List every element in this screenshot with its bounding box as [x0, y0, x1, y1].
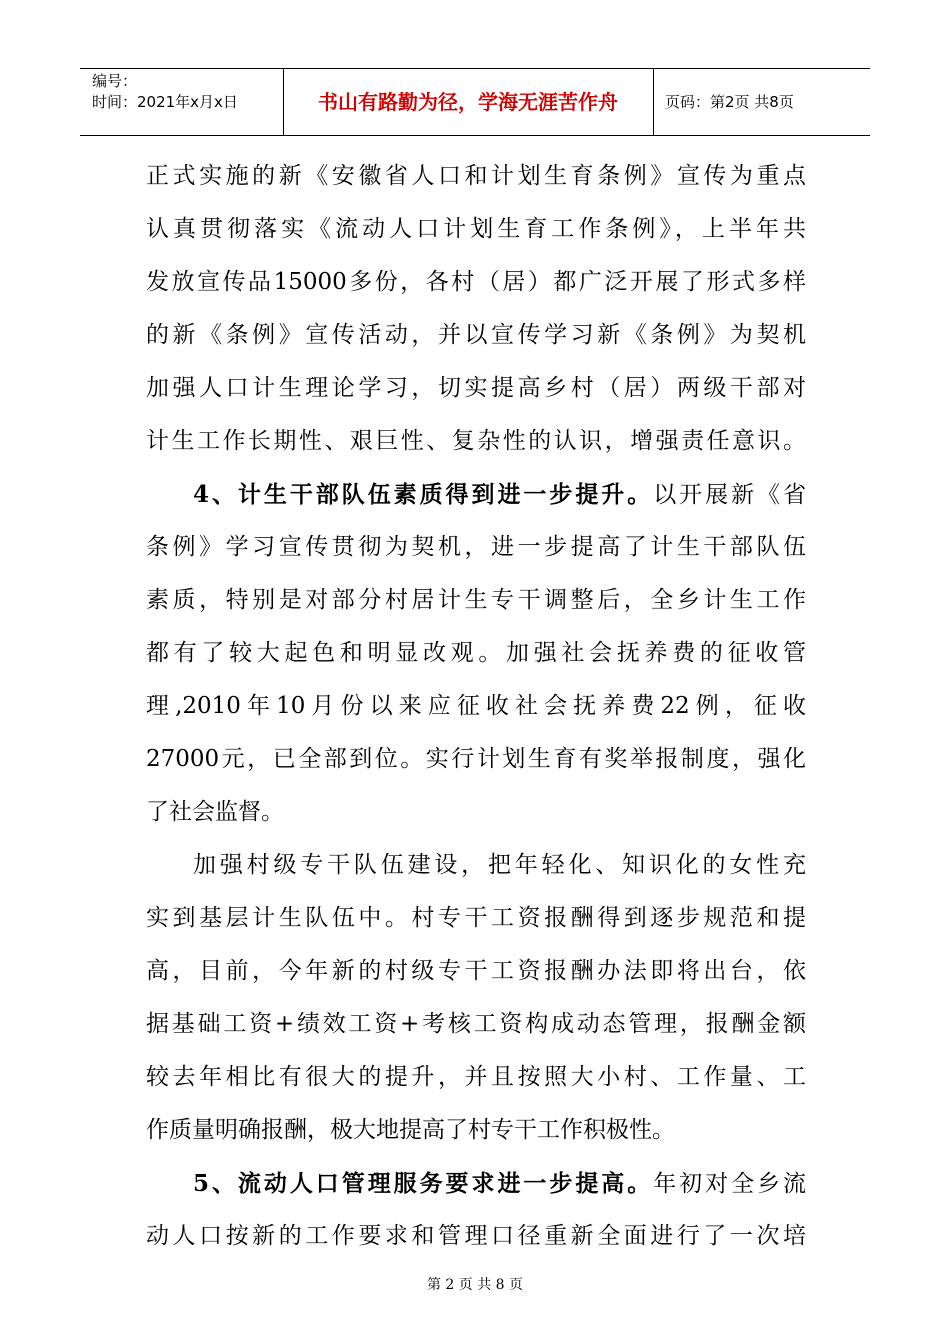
- body-line: 条例》学习宣传贯彻为契机，进一步提高了计生干部队伍: [146, 534, 806, 560]
- page-footer: 第 2 页 共 8 页: [426, 1277, 524, 1293]
- body-line: 加强人口计生理论学习，切实提高乡村（居）两级干部对: [146, 375, 806, 401]
- body-line: 正式实施的新《安徽省人口和计划生育条例》宣传为重点: [146, 163, 806, 189]
- page-header: [80, 68, 870, 136]
- section-heading: 5、流动人口管理服务要求进一步提高。: [193, 1170, 654, 1197]
- body-line: 认真贯彻落实《流动人口计划生育工作条例》，上半年共: [146, 216, 806, 242]
- body-line: 较去年相比有很大的提升，并且按照大小村、工作量、工: [146, 1064, 806, 1090]
- body-text: 年初对全乡流: [653, 1171, 806, 1197]
- header-meta: [92, 71, 238, 113]
- header-slogan: 书山有路勤为径，学海无涯苦作舟: [318, 89, 618, 114]
- body-line: 动人口按新的工作要求和管理口径重新全面进行了一次培: [146, 1223, 806, 1249]
- body-line: 的新《条例》宣传活动，并以宣传学习新《条例》为契机: [146, 322, 806, 348]
- body-line: 27000元，已全部到位。实行计划生育有奖举报制度，强化: [146, 746, 806, 772]
- body-line: 加强村级专干队伍建设，把年轻化、知识化的女性充: [193, 852, 806, 878]
- header-divider: [653, 68, 654, 136]
- section-heading: 4、计生干部队伍素质得到进一步提升。: [193, 481, 654, 508]
- section-heading-line: [146, 468, 806, 521]
- body-line: 实到基层计生队伍中。村专干工资报酬得到逐步规范和提: [146, 905, 806, 931]
- body-line: 高，目前，今年新的村级专干工资报酬办法即将出台，依: [146, 958, 806, 984]
- body-line: 素质，特别是对部分村居计生专干调整后，全乡计生工作: [146, 587, 806, 613]
- body-line: 都有了较大起色和明显改观。加强社会抚养费的征收管: [146, 640, 806, 666]
- body-line: 计生工作长期性、艰巨性、复杂性的认识，增强责任意识。: [146, 428, 806, 454]
- section-heading-line: [146, 1157, 806, 1210]
- body-line: 发放宣传品15000多份，各村（居）都广泛开展了形式多样: [146, 269, 806, 295]
- body-line: 了社会监督。: [146, 799, 284, 825]
- header-page-info: 页码：第2页 共8页: [665, 92, 794, 111]
- body-text: 以开展新《省: [653, 482, 806, 508]
- time-label: 时间：2021年x月x日: [92, 93, 238, 111]
- document-body: [146, 150, 806, 1263]
- body-line: 作质量明确报酬，极大地提高了村专干工作积极性。: [146, 1117, 675, 1143]
- body-line: 据基础工资+绩效工资+考核工资构成动态管理，报酬金额: [146, 1011, 806, 1037]
- body-line: 理,2010年10月份以来应征收社会抚养费22例，征收: [146, 693, 806, 719]
- number-label: 编号：: [92, 72, 138, 90]
